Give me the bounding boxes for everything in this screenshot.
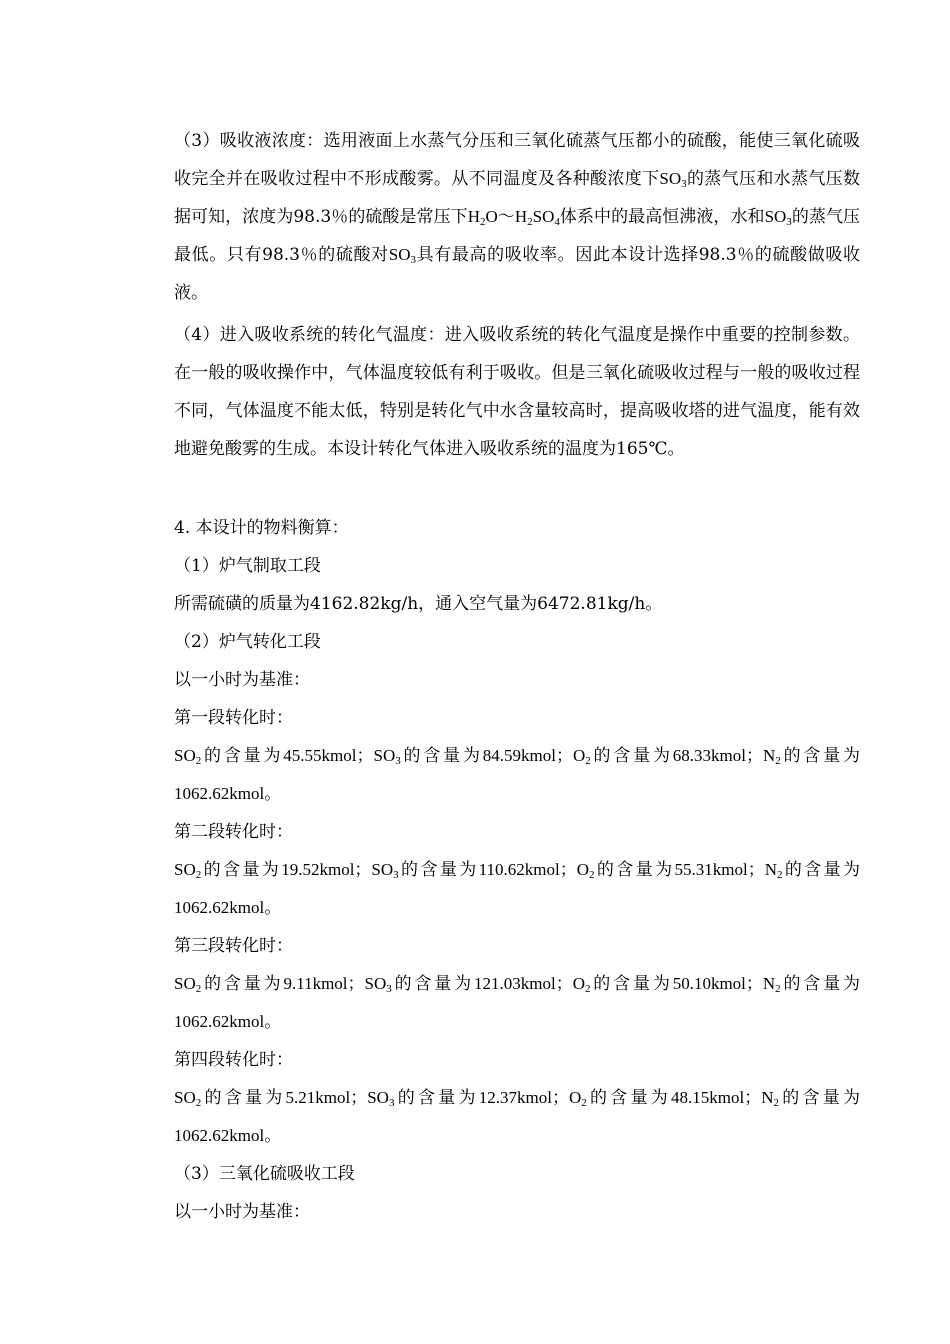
subsection-conversion-heading: （2）炉气转化工段 <box>174 632 321 652</box>
subsection-furnace-gas-heading: （1）炉气制取工段 <box>174 556 321 576</box>
stage-2-heading: 第二段转化时： <box>174 822 293 842</box>
section-4-heading: 4. 本设计的物料衡算： <box>174 518 349 538</box>
stage-4-heading: 第四段转化时： <box>174 1050 293 1070</box>
sulfur-air-mass-text: 所需硫磺的质量为4162.82kg/h，通入空气量为6472.81kg/h。 <box>174 594 663 614</box>
basis-text-2: 以一小时为基准： <box>174 1202 310 1222</box>
paragraph-gas-temperature: （4）进入吸收系统的转化气温度：进入吸收系统的转化气温度是操作中重要的控制参数。在一般的吸收操作中，气体温度较低有利于吸收。但是三氧化硫吸收过程与一般的吸收过程不同，气体温度不能太低，特别是转化气中水含量较高时，提高吸收塔的进气温度，能有效地避免酸雾的生成。本设计转化气体进入吸收系统的温度为165℃。 <box>174 325 860 459</box>
stage-1-heading: 第一段转化时： <box>174 708 293 728</box>
stage-3-heading: 第三段转化时： <box>174 936 293 956</box>
subsection-absorption-heading: （3）三氧化硫吸收工段 <box>174 1164 355 1184</box>
basis-text: 以一小时为基准： <box>174 670 310 690</box>
stage-1-composition: $SO_2$的含量为45.55kmol；$SO_3$的含量为84.59kmol；$O_2$的含量为68.33kmol；$N_2$的含量为1062.62kmol。 <box>174 746 861 804</box>
stage-2-composition: $SO_2$的含量为19.52kmol；$SO_3$的含量为110.62kmol；$O_2$的含量为55.31kmol；$N_2$的含量为1062.62kmol。 <box>174 860 861 918</box>
stage-3-composition: $SO_2$的含量为9.11kmol；$SO_3$的含量为121.03kmol；$O_2$的含量为50.10kmol；$N_2$的含量为1062.62kmol。 <box>174 974 861 1032</box>
section-heading: （3）吸收液浓度： <box>174 131 324 151</box>
paragraph-absorbent-concentration: （3）吸收液浓度：选用液面上水蒸气分压和三氧化硫蒸气压都小的硫酸，能使三氧化硫吸收完全并在吸收过程中不形成酸雾。从不同温度及各种酸浓度下$SO_3$的蒸气压和水蒸气压数据可知，浓度为98.3％的硫酸是常压下$H_2O\sim H_2SO_4$体系中的最高恒沸液，水和$SO_3$的蒸气压最低。只有98.3％的硫酸对$SO_3$具有最高的吸收率。因此本设计选择98.3％的硫酸做吸收液。 <box>174 131 861 303</box>
stage-4-composition: $SO_2$的含量为5.21kmol；$SO_3$的含量为12.37kmol；$O_2$的含量为48.15kmol；$N_2$的含量为1062.62kmol。 <box>174 1088 861 1146</box>
